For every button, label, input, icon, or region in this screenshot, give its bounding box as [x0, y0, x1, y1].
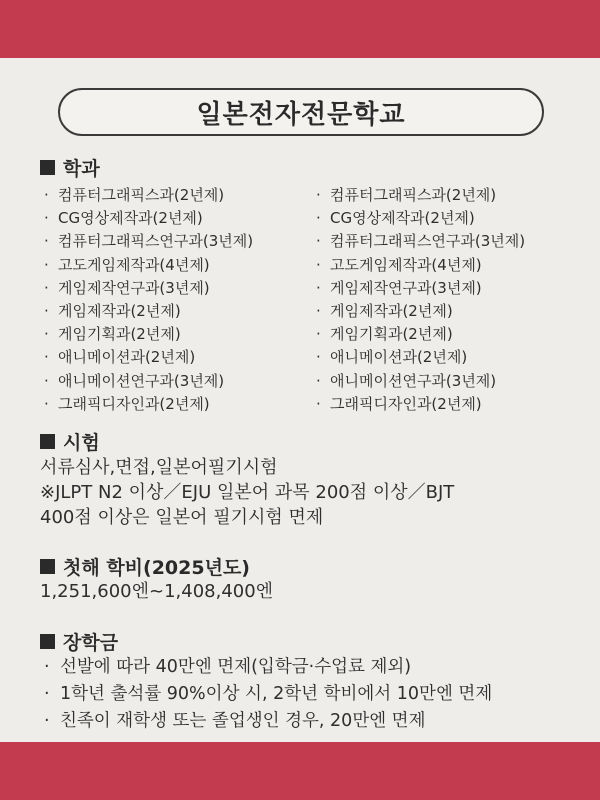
scholarship-item: 친족이 재학생 또는 졸업생인 경우, 20만엔 면제 [60, 711, 426, 731]
departments-heading [40, 154, 100, 181]
bullet-icon: · [44, 684, 50, 704]
bullet-icon: · [316, 278, 321, 297]
department-label: 애니메이션연구과(3년제) [330, 371, 497, 390]
exam-text [40, 455, 454, 530]
exam-line: ※JLPT N2 이상／EJU 일본어 과목 200점 이상／BJT [40, 482, 455, 503]
department-label: 게임기획과(2년제) [330, 325, 453, 344]
department-label: 게임제작과(2년제) [58, 301, 181, 320]
bullet-icon: · [316, 209, 321, 228]
list-item [44, 300, 253, 323]
list-item [44, 207, 253, 230]
list-item [44, 681, 492, 708]
exam-line: 400점 이상은 일본어 필기시험 면제 [40, 507, 324, 528]
department-label: 애니메이션과(2년제) [330, 348, 468, 367]
bullet-icon: · [316, 255, 321, 274]
tuition-value: 1,251,600엔~1,408,400엔 [40, 581, 274, 602]
exam-line: 서류심사,면접,일본어필기시험 [40, 457, 278, 478]
list-item [316, 207, 525, 230]
bullet-icon: · [44, 657, 50, 677]
department-label: 고도게임제작과(4년제) [330, 255, 482, 274]
department-label: 애니메이션연구과(3년제) [58, 371, 225, 390]
department-label: CG영상제작과(2년제) [58, 209, 203, 228]
bullet-icon: · [44, 371, 49, 390]
list-item [44, 254, 253, 277]
department-label: 컴퓨터그래픽스연구과(3년제) [58, 232, 254, 251]
bullet-icon: · [316, 348, 321, 367]
bullet-icon: · [44, 711, 50, 731]
list-item [316, 254, 525, 277]
bullet-icon: · [44, 348, 49, 367]
list-item [44, 230, 253, 253]
department-label: 게임제작과(2년제) [330, 301, 453, 320]
department-label: 컴퓨터그래픽스연구과(3년제) [330, 232, 526, 251]
department-label: 게임기획과(2년제) [58, 325, 181, 344]
tuition-heading-label: 첫해 학비(2025년도) [63, 557, 250, 579]
department-label: 컴퓨터그래픽스과(2년제) [58, 186, 225, 204]
list-item [316, 393, 525, 416]
bullet-icon: · [316, 371, 321, 390]
list-item [44, 654, 492, 681]
list-item [316, 277, 525, 300]
department-label: 고도게임제작과(4년제) [58, 255, 210, 274]
list-item [44, 708, 492, 735]
list-item [316, 184, 525, 207]
departments-list-right [316, 184, 525, 416]
list-item [44, 323, 253, 346]
bottom-banner [0, 742, 600, 800]
list-item [44, 184, 253, 207]
bullet-icon: · [316, 325, 321, 344]
title-box [58, 88, 544, 136]
exam-heading-label: 시험 [63, 432, 100, 454]
square-bullet-icon [40, 559, 55, 574]
exam-heading [40, 428, 100, 455]
square-bullet-icon [40, 160, 55, 175]
bullet-icon: · [44, 255, 49, 274]
bullet-icon: · [44, 325, 49, 344]
bullet-icon: · [44, 186, 49, 204]
bullet-icon: · [44, 209, 49, 228]
scholarship-heading [40, 628, 118, 655]
square-bullet-icon [40, 634, 55, 649]
bullet-icon: · [44, 278, 49, 297]
list-item [316, 323, 525, 346]
list-item [44, 277, 253, 300]
list-item [316, 370, 525, 393]
bullet-icon: · [44, 301, 49, 320]
bullet-icon: · [316, 394, 321, 413]
bullet-icon: · [44, 232, 49, 251]
departments-list-left [44, 184, 253, 416]
department-label: 그래픽디자인과(2년제) [330, 394, 482, 413]
tuition-heading [40, 553, 250, 580]
bullet-icon: · [316, 301, 321, 320]
scholarship-item: 1학년 출석률 90%이상 시, 2학년 학비에서 10만엔 면제 [60, 684, 493, 704]
department-label: 애니메이션과(2년제) [58, 348, 196, 367]
bullet-icon: · [316, 232, 321, 251]
bullet-icon: · [316, 186, 321, 204]
square-bullet-icon [40, 434, 55, 449]
scholarship-list [44, 654, 492, 735]
list-item [44, 393, 253, 416]
list-item [316, 300, 525, 323]
page-title: 일본전자전문학교 [196, 99, 406, 130]
list-item [44, 370, 253, 393]
scholarship-heading-label: 장학금 [63, 632, 119, 654]
department-label: 게임제작연구과(3년제) [58, 278, 210, 297]
top-banner [0, 0, 600, 58]
department-label: CG영상제작과(2년제) [330, 209, 475, 228]
scholarship-item: 선발에 따라 40만엔 면제(입학금·수업료 제외) [60, 657, 412, 677]
list-item [316, 346, 525, 369]
bullet-icon: · [44, 394, 49, 413]
department-label: 게임제작연구과(3년제) [330, 278, 482, 297]
list-item [44, 346, 253, 369]
departments-heading-label: 학과 [63, 158, 100, 180]
list-item [316, 230, 525, 253]
department-label: 컴퓨터그래픽스과(2년제) [330, 186, 497, 204]
department-label: 그래픽디자인과(2년제) [58, 394, 210, 413]
